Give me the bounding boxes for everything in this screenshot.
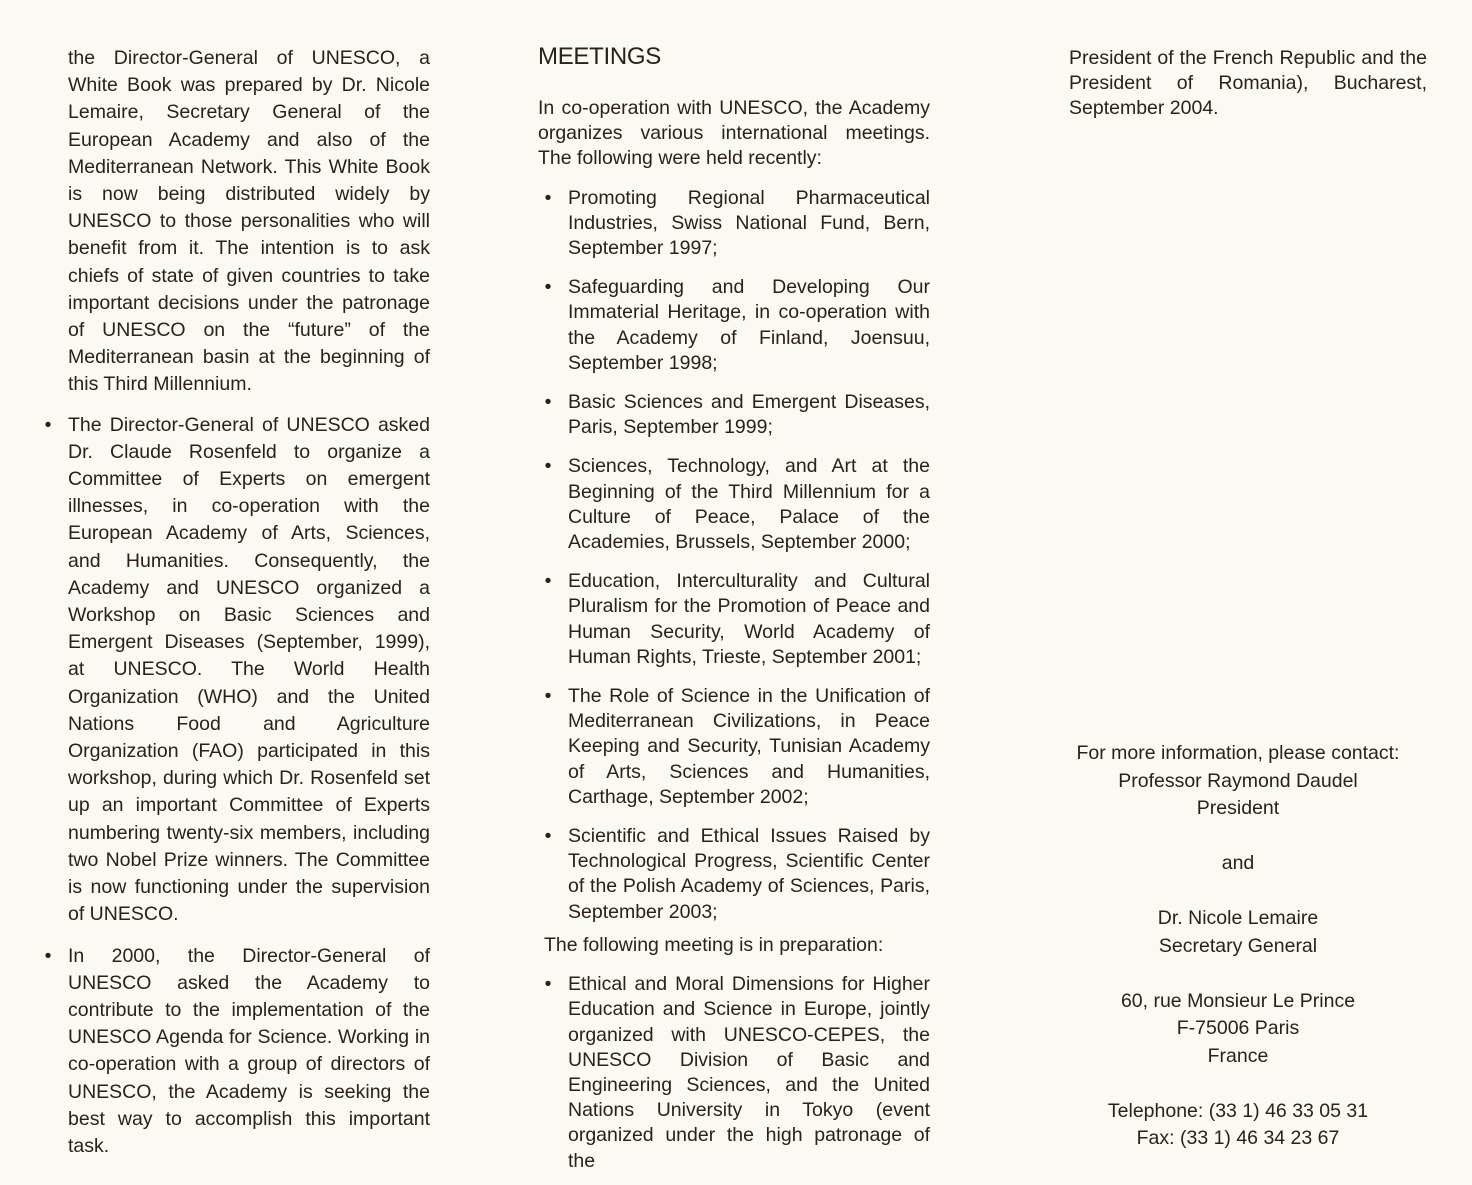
bullet-icon: • [544,973,552,996]
address-street: 60, rue Monsieur Le Prince [1120,989,1356,1012]
address-city: F-75006 Paris [1176,1017,1300,1039]
contact-person-title: Secretary General [1158,934,1318,957]
continuation-text: President of the French Republic and the President of Romania), Bucharest, September 2004. [1069,47,1427,120]
list-item [538,454,930,555]
contact-block [1060,740,1416,1153]
meeting-text: Ethical and Moral Dimensions for Higher Education and Science in Europe, jointly organized with UNESCO-CEPES, the UNESCO Division of Basic and Engineering Sciences, and the United Nations University in Tokyo (event organized under the high patronage of the [568,973,930,1172]
section-heading: MEETINGS [538,43,661,70]
contact-intro: For more information, please contact: [1076,742,1400,764]
left-item-text: In 2000, the Director-General of UNESCO asked the Academy to contribute to the implementation of the UNESCO Agenda for Science. Working in co-operation with a group of directors of UNESCO, the Academy is seeking the best way to accomplish this important task. [68,944,430,1157]
list-item [538,972,930,1174]
left-intro-paragraph: the Director-General of UNESCO, a White Book was prepared by Dr. Nicole Lemaire, Secretary General of the European Academy and also of the Mediterranean Network. This White Book is now being distributed widely by UNESCO to those personalities who will benefit from it. The intention is to ask chiefs of state of given countries to take important decisions under the patronage of UNESCO on the “future” of the Mediterranean basin at the beginning of this Third Millennium. [68,47,430,396]
address-country: France [1207,1044,1269,1067]
fax-number: Fax: (33 1) 46 34 23 67 [1136,1127,1340,1149]
left-item-text: The Director-General of UNESCO asked Dr. Claude Rosenfeld to organize a Committee of Experts on emergent illnesses, in co-operation with the European Academy of Arts, Sciences, and Humanities. Consequently, the Academy and UNESCO organized a Workshop on Basic Sciences and Emergent Diseases (September, 1999), at UNESCO. The World Health Organization (WHO) and the United Nations Food and Agriculture Organization (FAO) participated in this workshop, during which Dr. Rosenfeld set up an important Committee of Experts numbering twenty-six members, including two Nobel Prize winners. The Committee is now functioning under the supervision of UNESCO. [68,413,430,926]
meeting-text: Promoting Regional Pharmaceutical Industries, Swiss National Fund, Bern, September 1997; [568,186,930,260]
list-item [38,412,430,929]
bullet-icon: • [44,413,52,436]
bullet-icon: • [544,276,552,299]
preparation-intro: The following meeting is in preparation: [544,933,884,956]
meeting-text: The Role of Science in the Unification of Mediterranean Civilizations, in Peace Keeping and Security, Tunisian Academy of Arts, Sciences and Humanities, Carthage, September 2002; [568,685,930,808]
bullet-icon: • [544,186,552,209]
bullet-icon: • [544,455,552,478]
left-column [38,45,430,1160]
meeting-text: Sciences, Technology, and Art at the Beginning of the Third Millennium for a Culture of Peace, Palace of the Academies, Brussels, September 2000; [568,455,930,554]
middle-column [538,42,930,1174]
contact-person-title: President [1196,797,1280,819]
bullet-icon: • [544,391,552,414]
contact-person-name: Dr. Nicole Lemaire [1157,907,1319,929]
bullet-icon: • [544,825,552,848]
bullet-icon: • [544,685,552,708]
list-item [538,684,930,810]
list-item [538,186,930,262]
meeting-text: Scientific and Ethical Issues Raised by Technological Progress, Scientific Center of the Polish Academy of Sciences, Paris, September 2003; [568,825,930,923]
bullet-icon: • [544,570,552,593]
list-item [538,275,930,376]
telephone-number: Telephone: (33 1) 46 33 05 31 [1107,1099,1369,1122]
list-item [538,390,930,440]
list-item [38,943,430,1161]
contact-person-name: Professor Raymond Daudel [1118,769,1358,792]
bullet-icon: • [44,944,52,967]
list-item [538,569,930,670]
right-column [1069,46,1427,122]
meeting-text: Basic Sciences and Emergent Diseases, Paris, September 1999; [568,391,930,439]
meeting-text: Education, Interculturality and Cultural Pluralism for the Promotion of Peace and Human Security, World Academy of Human Rights, Trieste, September 2001; [568,570,930,668]
contact-conjunction: and [1221,852,1255,874]
meeting-text: Safeguarding and Developing Our Immaterial Heritage, in co-operation with the Academy of Finland, Joensuu, September 1998; [568,276,930,374]
list-item [538,824,930,925]
meetings-intro: In co-operation with UNESCO, the Academy organizes various international meetings. The following were held recently: [538,97,930,170]
